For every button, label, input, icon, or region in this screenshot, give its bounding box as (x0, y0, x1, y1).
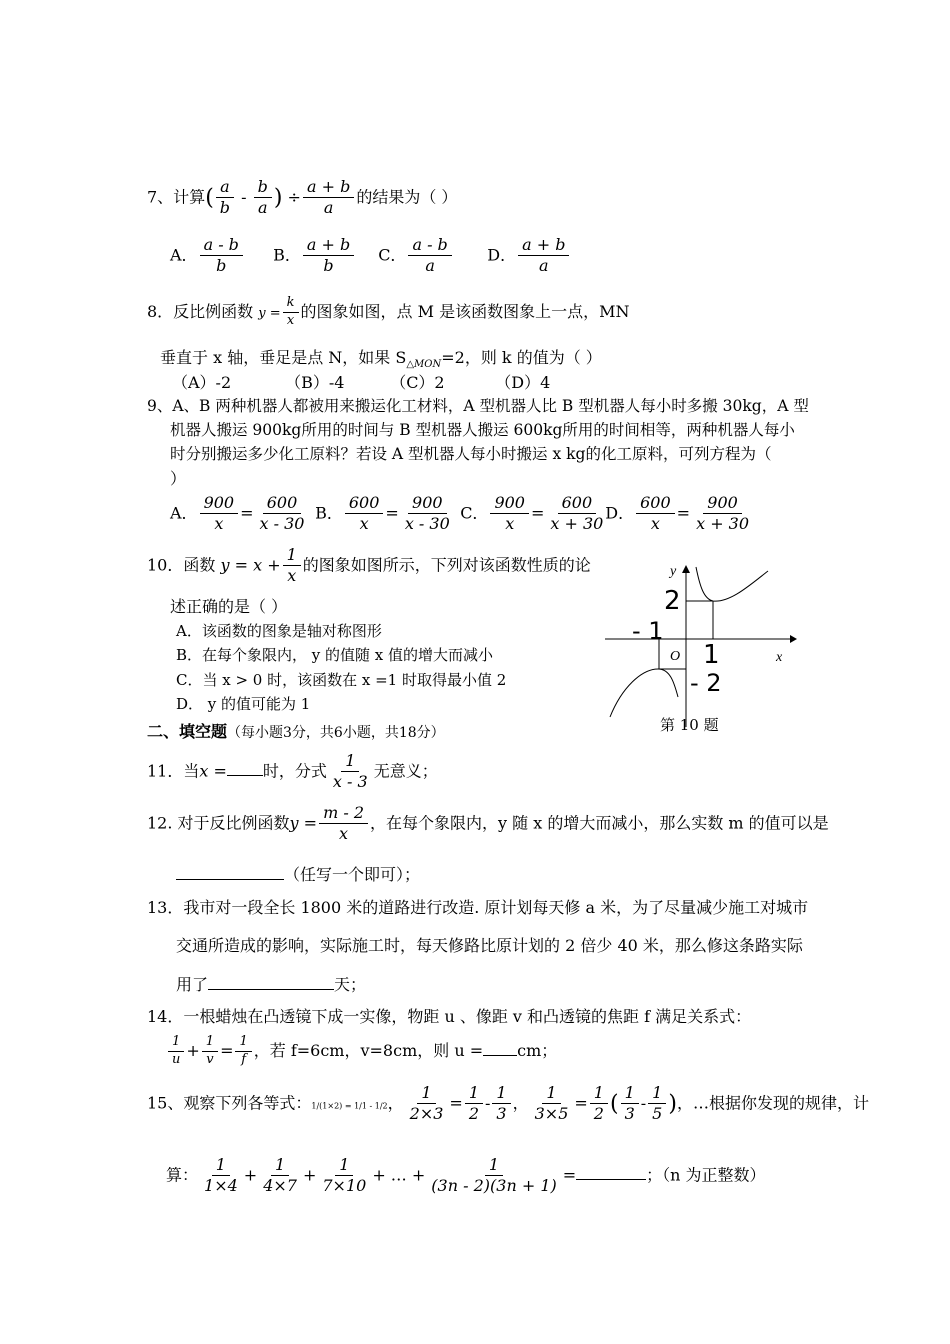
q9-option-b: B． $\frac{600}{x}$ = $\frac{900}{x - 30}$ (315, 493, 450, 534)
origin-label: O (670, 649, 681, 664)
q10-option-c: C．当 x > 0 时，该函数在 x =1 时取得最小值 2 (176, 671, 507, 689)
q15-blank[interactable] (576, 1163, 646, 1180)
q14-line1: 14．一根蜡烛在凸透镜下成一实像，物距 u 、像距 v 和凸透镜的焦距 f 满足关系式： (147, 1007, 752, 1026)
q7-suffix: 的结果为（ ） (356, 187, 458, 207)
q11: 11．当x = 时，分式 $\frac{1}{x - 3}$ 无意义； (147, 751, 438, 792)
q7-option-a: A． $\frac{a - b}{b}$ (170, 236, 268, 276)
q8-line2: 垂直于 x 轴，垂足是点 N，如果 $S_{\triangle MON}=2$，则 k 的值为（ ） (160, 348, 602, 371)
q7-option-b: B． $\frac{a + b}{b}$ (273, 236, 373, 276)
q10-option-b: B．在每个象限内， y 的值随 x 值的增大而减小 (176, 646, 494, 664)
q14-line2: $\frac{1}{u}$ + $\frac{1}{v}$ = $\frac{1}{f}$ ，若 f=6cm，v=8cm，则 u = cm； (166, 1035, 557, 1068)
q7-prefix: 7、计算 (147, 187, 206, 207)
q12-blank[interactable] (176, 863, 284, 880)
q10-line1: 10．函数 y = x + $\frac{1}{x}$ 的图象如图所示，下列对该函数性质的论 (147, 545, 591, 586)
q9-option-a: A． $\frac{900}{x}$ = $\frac{600}{x - 30}$ (170, 493, 305, 534)
q10-line2: 述正确的是（ ） (170, 597, 288, 616)
q7: 7、计算( $\frac{a}{b}$ - $\frac{b}{a}$ ) ÷ $\frac{a + b}{a}$ 的结果为（ ） (147, 177, 458, 218)
q8-line1: 8．反比例函数 y = $\frac{k}{x}$ 的图象如图，点 M 是该函数图象上一点，MN (147, 295, 630, 328)
q9-line4: ） (170, 469, 187, 488)
q9-options (170, 494, 755, 534)
q14-blank[interactable] (483, 1039, 517, 1056)
curve-negative (610, 669, 678, 717)
q11-blank[interactable] (227, 759, 263, 776)
q7-option-d: D． $\frac{a + b}{a}$ (487, 236, 571, 276)
x-axis-arrow (790, 635, 797, 643)
q12-line2: （任写一个即可）； (176, 862, 420, 885)
tick-neg2: - 2 (690, 669, 722, 697)
curve-positive (696, 567, 768, 601)
q8-option-a: （A）-2 (172, 373, 232, 392)
x-label: x (776, 650, 783, 665)
q9-line2: 机器人搬运 900kg所用的时间与 B 型机器人搬运 600kg所用的时间相等，两种机器人每小 (170, 421, 795, 439)
q7-frac-b-a: $\frac{b}{a}$ (254, 178, 272, 218)
q12-line1: 12. 对于反比例函数y = $\frac{m - 2}{x}$ ，在每个象限内，y 随 x 的增大而减小，那么实数 m 的值可以是 (147, 803, 829, 844)
y-axis-arrow (682, 565, 690, 573)
q8-option-b: （B）-4 (285, 373, 345, 392)
q7-options (170, 236, 571, 276)
q9-line1: 9、A、B 两种机器人都被用来搬运化工材料，A 型机器人比 B 型机器人每小时多搬 30kg，A 型 (147, 397, 809, 415)
q13-blank[interactable] (208, 973, 334, 990)
q7-option-c: C． $\frac{a - b}{a}$ (378, 236, 482, 276)
tick-1: 1 (703, 640, 720, 670)
q10-option-a: A．该函数的图象是轴对称图形 (176, 622, 382, 640)
section2-heading (147, 719, 445, 742)
section2-note: （每小题3分，共6小题，共18分） (227, 725, 445, 741)
q10-option-d: D． y 的值可能为 1 (176, 695, 311, 713)
tick-neg1: - 1 (632, 617, 664, 645)
q9-option-d: D． $\frac{600}{x}$ = $\frac{900}{x + 30}$ (605, 493, 750, 534)
q13-line1: 13．我市对一段全长 1800 米的道路进行改造. 原计划每天修 a 米，为了尽量减少施工对城市 (147, 898, 809, 917)
q8-option-d: （D）4 (495, 373, 551, 392)
q7-frac-a-b: $\frac{a}{b}$ (216, 178, 234, 218)
q9-option-c: C． $\frac{900}{x}$ = $\frac{600}{x + 30}$ (460, 493, 604, 534)
q15-line2: 算： $\frac{1}{1\times 4}$ + $\frac{1}{4\times 7}$ + $\frac{1}{7\times 10}$ + … + $\frac{1}{(3n - 2)(3n + 1)}$ = ；（n 为正整数） (166, 1155, 766, 1196)
q8-options (172, 370, 550, 393)
section2-title: 二、填空题 (147, 722, 228, 741)
q15-eq1: 1/(1×2) = 1/1 - 1/2 (311, 1101, 388, 1111)
q13-line2: 交通所造成的影响，实际施工时，每天修路比原计划的 2 倍少 40 米，那么修这条路实际 (176, 936, 803, 955)
tick-2: 2 (664, 586, 681, 616)
q8-option-c: （C）2 (390, 373, 445, 392)
q10-caption: 第 10 题 (660, 716, 719, 734)
y-label: y (670, 564, 677, 579)
q10-graph (600, 557, 800, 737)
q7-frac-sum: $\frac{a + b}{a}$ (303, 178, 354, 218)
q9-line3: 时分别搬运多少化工原料？若设 A 型机器人每小时搬运 x kg的化工原料，可列方程为（ (170, 445, 772, 463)
q13-line3: 用了 天； (176, 975, 367, 994)
q15-line1: 15、观察下列各等式：1/(1×2) = 1/1 - 1/2， $\frac{1}{2\times 3}$ = $\frac{1}{2}$ - $\frac{1}{3}$ ， $\frac{1}{3\times 5}$ = $\frac{1}{2}$ ( $\frac{1}{3}$ - $\frac{1}{5}$ )，…根据你发现的规律，计 (147, 1083, 869, 1124)
